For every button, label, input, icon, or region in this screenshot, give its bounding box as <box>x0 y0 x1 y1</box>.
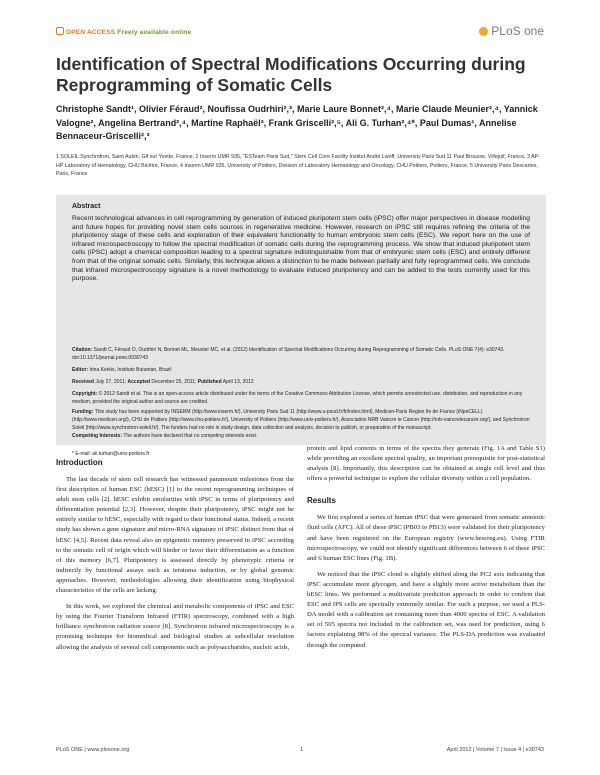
email-label: * E-mail: <box>72 451 91 457</box>
published-date: April 13, 2012 <box>222 379 254 385</box>
editor-line <box>72 367 530 375</box>
plos-sun-icon <box>479 27 488 36</box>
funding-label: Funding: <box>72 409 94 415</box>
received-label: Received <box>72 379 94 385</box>
abstract-box <box>56 195 546 445</box>
open-access-label: OPEN ACCESS <box>66 29 116 36</box>
footer-issue-info: April 2012 | Volume 7 | Issue 4 | e30743 <box>446 747 544 753</box>
citation-text: Sandt C, Féraud O, Oudrhiri N, Bonnet ML, Meunier MC, et al. (2012) Identification of Spectral Modifications Occurring during Reprogramming of Somatic Cells. PLoS ONE 7(4): e30743. doi:10.1371/journal.pone.0030743 <box>72 347 505 361</box>
accepted-label: Accepted <box>127 379 151 385</box>
open-access-banner <box>56 27 191 36</box>
footer-page-number: 1 <box>300 747 304 753</box>
competing-text: The authors have declared that no competing interests exist. <box>123 433 258 439</box>
dates-line <box>72 379 530 387</box>
journal-header <box>56 24 544 41</box>
intro-paragraph: The last decade of stem cell research has witnessed paramount milestones from the first description of human ESC (hESC) [1] to the recent reprogramming techniques of adult stem cells [2]. hESC exhibit similarities with iPSC in terms of pluripotency and differentiation potential [2,3]. However, despite their pluripotency, iPSC might not be entirely similar to hESC, especially with regard to their functional status. Indeed, a recent study has shown a gene signature and micro-RNA signature of iPSC distinct from that of hESC [4,5]. Recent data reveal also an epigenetic memory preserved in iPSC according to the somatic cell of origin which will hinder or favor their differentiation as a function of this memory [6,7]. Pluripotency is assessed directly by phenotypic criteria or indirectly by functional assays such as teratoma induction, or by global genomic approaches. However, methodologies allowing their identification using biophysical characteristics of the cells are lacking. <box>56 476 294 595</box>
editor-label: Editor: <box>72 367 89 373</box>
citation-line <box>72 347 530 363</box>
left-column <box>56 458 294 653</box>
intro-paragraph: In this work, we explored the chemical and metabolic components of iPSC and ESC by using the Fourier Transform Infrared (FTIR) spectroscopy, combined with a high brilliance synchrotron radiation source [8]. Synchrotron infrared microspectroscopy is a promising technique for biomedical and biological studies at subcellular resolution allowing the analysis of several cell components such as polysaccharides, nucleic acids, <box>56 603 294 651</box>
freely-available-label: Freely available online <box>117 29 192 36</box>
journal-logo <box>479 24 544 38</box>
received-date: July 27, 2011; <box>95 379 127 385</box>
footer-journal-site: PLoS ONE | www.plosone.org <box>56 747 130 753</box>
funding-text: This study has been supported by INSERM (http://www.inserm.fr/), University Paris Sud 11 (http://www.u-psud.fr/fr/index.html), Medicen-Paris Region Ile de France (iNpeCELL) (http://www.medicen.org/), CHU de Poitiers (http://www.chu-poitiers.fr/), University of Poitiers (http://www.univ-poitiers.fr/), Association NRB Vaincre le Cancer (http://nrb-vaincrelecancer.org/), and Synchrotron Soleil (http://www.synchrotron-soleil.fr/). The funders had no role in study design, data collection and analysis, decision to publish, or preparation of the manuscript. <box>72 409 530 431</box>
article-title: Identification of Spectral Modifications Occurring during Reprogramming of Somatic Cells <box>56 54 526 95</box>
competing-interests-line <box>72 433 530 441</box>
abstract-heading: Abstract <box>72 203 101 210</box>
results-paragraph: We first explored a series of human iPSC that were generated from somatic amniotic fluid cells (AFC). All of these iPSC (PB03 to PB13) were validated for their pluripotency and have been registered on the European registry (www.hescreg.eu). Using FTIR microspectroscopy, we could not identify significant differences between 6 of these iPSC and 6 human ESC lines (Fig. 1B). <box>307 514 545 562</box>
competing-label: Competing Interests: <box>72 433 123 439</box>
right-column <box>307 444 545 651</box>
author-list: Christophe Sandt¹, Olivier Féraud², Noufissa Oudrhiri²,³, Marie Laure Bonnet²,⁴, Marie Claude Meunier²,⁴, Yannick Valogne², Angelina Bertrand²,⁴, Martine Raphaël³, Frank Griscelli²,⁵, Ali G. Turhan²,⁴*, Paul Dumas¹, Annelise Bennaceur-Griscelli²,³ <box>56 104 538 141</box>
copyright-label: Copyright: <box>72 391 98 397</box>
published-label: Published <box>197 379 222 385</box>
abstract-text: Recent technological advances in cell reprogramming by generation of induced pluripotent stem cells (iPSC) offer major perspectives in disease modelling and future hopes for providing novel stem cells sources in regenerative medicine. However, research on iPSC still requires refining the criteria of the pluripotency stage of these cells and exploration of their equivalent functionality to human embryonic stem cells (ESC). We report here on the use of infrared microspectroscopy to follow the spectral modification of somatic cells during the reprogramming process. We show that induced pluripotent stem cells (iPSC) adopt a chemical composition leading to a spectral signature indistinguishable from that of embryonic stem cells (ESC) and entirely different from that of the original somatic cells. Similarly, this technique allows a distinction to be made between partially and fully reprogrammed cells. We conclude that infrared microspectroscopy signature is a novel methodology to evaluate induced pluripotency and can be added to the tests currently used for this purpose. <box>72 215 530 283</box>
introduction-heading: Introduction <box>56 458 103 467</box>
citation-label: Citation: <box>72 347 93 353</box>
journal-logo-text: PLoS one <box>491 24 544 38</box>
email-link[interactable]: ali.turhan@univ-poitiers.fr <box>92 451 150 457</box>
editor-text: Irina Kerkis, Instituto Butantan, Brazil <box>89 367 172 373</box>
copyright-line <box>72 391 530 407</box>
affiliations: 1 SOLEIL Synchrotron, Saint Aubin, Gif sur Yvette, France, 2 Inserm UMR 935, "ESTeam Paris Sud," Stem Cell Core Facility Institut André Lwoff, University Paris Sud 11 Paul Brousse, Villejuif, France, 3 AP-HP Laboratory of Hematology, CHU Bicêtre, France, 4 Inserm UMR 935, University of Poitiers, Division of Laboratory Hematology and Oncology, CHU Poitiers, Poitiers, France, 5 University Paris Descartes, Paris, France <box>56 154 540 178</box>
continued-paragraph: protein and lipid contents in terms of the spectra they generate (Fig. 1A and Table S1) while providing an excellent spectral quality, an important prerequisite for post-statistical analysis [8]. Importantly, this description can be obtained at single cell level and thus offers a powerful technique to explore the cellular diversity within a cell population. <box>307 445 545 483</box>
results-heading: Results <box>307 496 336 506</box>
open-lock-icon <box>56 27 64 35</box>
results-paragraph: We noticed that the iPSC cloud is slightly shifted along the PC2 axis indicating that iPSC accumulate more glycogen, and have a slightly more active metabolism than the hESC lines. We performed a multivariate prediction approach in order to confirm that ESC and IPS cells are spectrally extremely similar. For such a purpose, we used a PLS-DA model with a calibration set containing more than 4000 spectra of ESC. A validation set of 505 spectra not included in the calibration set, was used for prediction, using 6 factors explaining 98% of the spectral variance. The PLS-DA prediction was evaluated through the computed <box>307 570 545 649</box>
accepted-date: December 25, 2011; <box>151 379 197 385</box>
page-footer <box>56 747 544 757</box>
funding-line <box>72 409 530 432</box>
copyright-text: © 2012 Sandt et al. This is an open-access article distributed under the terms of the Creative Commons Attribution License, which permits unrestricted use, distribution, and reproduction in any medium, provided the original author and source are credited. <box>72 391 523 405</box>
